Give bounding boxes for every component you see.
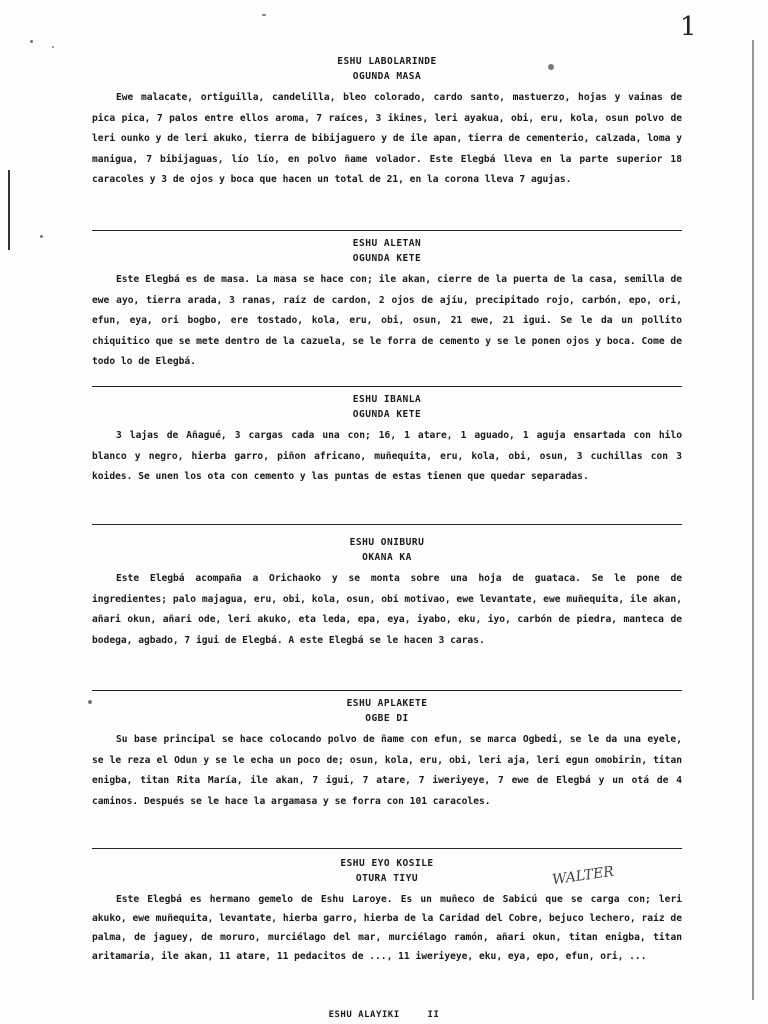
section-title: ESHU ALETAN [352,238,422,249]
section-subtitle: OKANA KA [362,552,412,563]
page-number: 1 [680,12,697,42]
section-body: Este Elegbá es de masa. La masa se hace con; ile akan, cierre de la puerta de la casa, semilla de ewe ayo, tierra arada, 3 ranas, raíz de cardon, 2 ojos de ajíu, precipitado rojo, carbón, epo, ori, efun, eya, ori bogbo, ere tostado, kola, eru, obi, osun, 21 ewe, 21 igui. Se le da un pollito chiquitico que se mete dentro de la cazuela, se le forra de cemento y se le ponen ojos y boca. Come de todo lo de Elegbá. [92,274,682,367]
section-divider [92,848,682,849]
section-subtitle: OGUNDA KETE [352,409,422,420]
recipe-section [92,236,682,373]
section-title: ESHU EYO KOSILE [340,858,434,869]
page-edge [752,40,754,1000]
section-body: Ewe malacate, ortiguilla, candelilla, bleo colorado, cardo santo, mastuerzo, hojas y vainas de pica pica, 7 palos entre ellos aroma, 7 raíces, 3 ikines, leri ayakua, obi, eru, kola, osun polvo de leri ounko y de leri akuko, tierra de bibijaguero y de ile apan, tierra de cementerio, calzada, loma y manigua, 7 bibijaguas, lío lío, en polvo ñame volador. Este Elegbá lleva en la parte superior 18 caracoles y 3 de ojos y boca que hacen un total de 21, en la corona lleva 7 agujas. [92,92,682,185]
scan-speck [30,40,33,43]
scan-speck [262,14,266,16]
scan-speck [548,64,554,70]
scan-speck [52,46,54,48]
section-subtitle: OGBE DI [365,713,409,724]
handwritten-note: WALTER [551,863,615,889]
section-body: Este Elegbá es hermano gemelo de Eshu Laroye. Es un muñeco de Sabicú que se carga con; leri akuko, ewe muñequita, levantate, hierba garro, hierba de la Caridad del Cobre, bejuco lechero, raíz de palma, de jaguey, de moruro, murciélago del mar, murciélago ramón, añari okun, titan enigba, titan aritamaria, ile akan, 11 atare, 11 pedacitos de ..., 11 iweriyeye, eku, eya, epo, efun, ori, ... [92,894,682,962]
section-body: 3 lajas de Añagué, 3 cargas cada una con; 16, 1 atare, 1 aguado, 1 aguja ensartada con hilo blanco y negro, hierba garro, piñon africano, muñequita, eru, kola, obi, osun, 3 cuchillas con 3 koides. Se unen los ota con cemento y las puntas de estas tienen que quedar separadas. [92,430,682,482]
section-title: ESHU LABOLARINDE [337,56,437,67]
section-divider [92,690,682,691]
section-subtitle: OGUNDA KETE [352,253,422,264]
recipe-section [92,696,682,812]
footer-title: ESHU ALAYIKI [328,1010,400,1020]
section-body: Este Elegbá acompaña a Orichaoko y se monta sobre una hoja de guataca. Se le pone de ingredientes; palo majagua, eru, obi, kola, osun, obí motivao, ewe levantate, ewe muñequita, ile akan, añari okun, añari ode, leri akuko, eta leda, epa, eya, iyabo, eku, iyo, carbón de piedra, manteca de bodega, agbado, 7 igui de Elegbá. A este Elegbá se le hacen 3 caras. [92,573,682,646]
margin-mark [8,170,10,250]
recipe-section [92,392,682,488]
section-body: Su base principal se hace colocando polvo de ñame con efun, se marca Ogbedi, se le da una eyele, se le reza el Odun y se le echa un poco de; osun, kola, eru, obi, leri aja, leri egun omobirin, titan enigba, titan Rita María, ile akan, 7 igui, 7 atare, 7 iweriyeye, 7 ewe de Elegbá y un otá de 4 caminos. Después se le hace la argamasa y se forra con 101 caracoles. [92,734,682,807]
scan-speck [88,700,92,704]
section-subtitle: OGUNDA MASA [352,71,422,82]
section-subtitle: OTURA TIYU [355,873,419,884]
scan-speck [40,235,43,238]
section-title: ESHU IBANLA [352,394,422,405]
footer-number: II [427,1010,440,1020]
section-title: ESHU APLAKETE [346,698,428,709]
page-footer [0,1010,768,1020]
section-divider [92,230,682,231]
section-divider [92,524,682,525]
section-divider [92,386,682,387]
recipe-section [92,54,682,191]
recipe-section [92,535,682,651]
section-title: ESHU ONIBURU [349,537,425,548]
